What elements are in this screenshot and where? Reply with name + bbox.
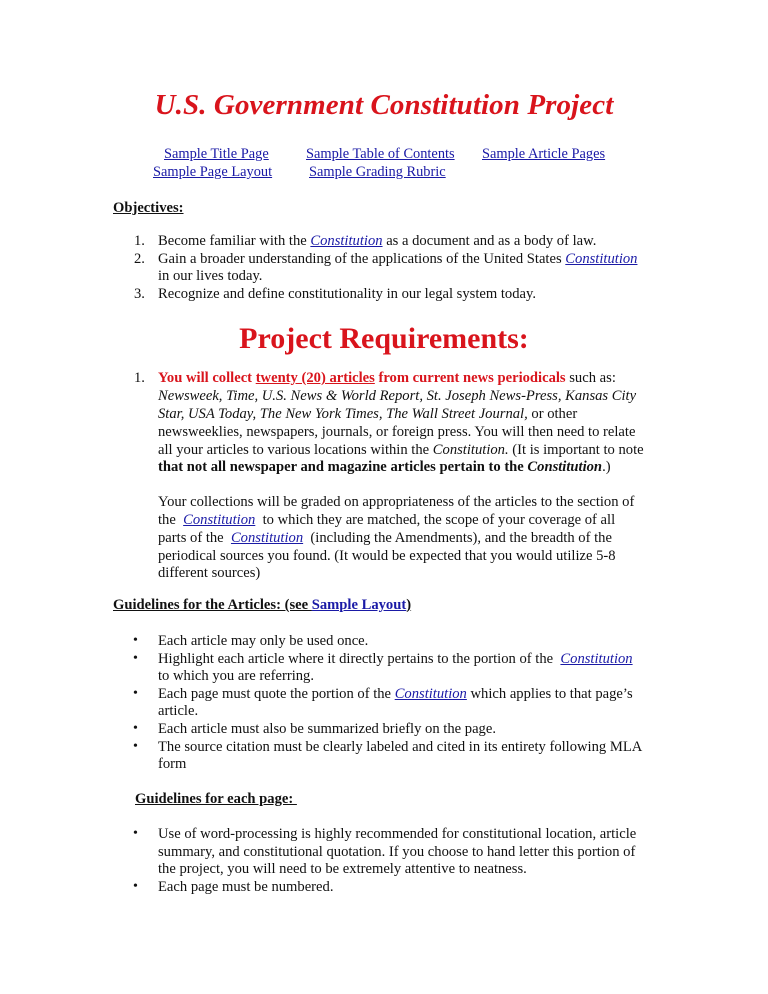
requirement-line: all your articles to various locations within the Constitution. (It is important to note bbox=[158, 442, 644, 458]
article-guideline-item-cont: article. bbox=[158, 703, 199, 719]
requirements-heading: Project Requirements: bbox=[239, 322, 529, 355]
article-guideline-item-cont: form bbox=[158, 756, 187, 772]
objective-number: 1. bbox=[134, 233, 145, 249]
page-guideline-item: Use of word-processing is highly recommended for constitutional location, article bbox=[158, 826, 637, 842]
constitution-link[interactable]: Constitution bbox=[560, 651, 633, 667]
article-guideline-item: Each article must also be summarized briefly on the page. bbox=[158, 721, 496, 737]
objectives-heading: Objectives: bbox=[113, 200, 184, 216]
article-guideline-item: Each article may only be used once. bbox=[158, 633, 369, 649]
page-guidelines-heading: Guidelines for each page: bbox=[135, 791, 297, 807]
requirement-number: 1. bbox=[134, 370, 145, 386]
bullet-icon: • bbox=[133, 651, 138, 666]
grading-paragraph-line: Your collections will be graded on appropriateness of the articles to the section of bbox=[158, 494, 635, 510]
objective-number: 2. bbox=[134, 251, 145, 267]
requirement-line: You will collect twenty (20) articles from current news periodicals such as: bbox=[158, 370, 616, 386]
page-guideline-item: Each page must be numbered. bbox=[158, 879, 334, 895]
link-sample-page-layout[interactable]: Sample Page Layout bbox=[153, 164, 273, 180]
objective-item: Become familiar with the Constitution as a document and as a body of law. bbox=[158, 233, 597, 249]
article-guideline-item-cont: to which you are referring. bbox=[158, 668, 315, 684]
requirement-line: newsweeklies, newspapers, journals, or foreign press. You will then need to relate bbox=[158, 424, 636, 440]
objective-item: Gain a broader understanding of the applications of the United States Constitution bbox=[158, 251, 638, 267]
page-title: U.S. Government Constitution Project bbox=[154, 89, 614, 121]
constitution-link[interactable]: Constitution bbox=[183, 512, 256, 528]
link-sample-table-of-contents[interactable]: Sample Table of Contents bbox=[306, 146, 455, 162]
grading-paragraph-line: different sources) bbox=[158, 565, 261, 581]
constitution-link[interactable]: Constitution bbox=[394, 686, 467, 702]
requirement-line: that not all newspaper and magazine articles pertain to the Constitution.) bbox=[158, 459, 611, 475]
requirement-line: Newsweek, Time, U.S. News & World Report, St. Joseph News-Press, Kansas City bbox=[158, 388, 637, 404]
page-guideline-item-cont: summary, and constitutional quotation. If you choose to hand letter this portion of bbox=[158, 844, 636, 860]
objective-item-cont: in our lives today. bbox=[158, 268, 263, 284]
article-guideline-item: Highlight each article where it directly pertains to the portion of the Constitution bbox=[158, 651, 633, 667]
bullet-icon: • bbox=[133, 633, 138, 648]
constitution-link[interactable]: Constitution bbox=[230, 530, 304, 546]
bullet-icon: • bbox=[133, 686, 138, 701]
objective-item: Recognize and define constitutionality in our legal system today. bbox=[158, 286, 536, 302]
link-sample-article-pages[interactable]: Sample Article Pages bbox=[482, 146, 606, 162]
twenty-articles-emphasis: twenty (20) articles bbox=[255, 370, 375, 386]
article-guideline-item: Each page must quote the portion of the Constitution which applies to that page’s bbox=[158, 686, 633, 702]
bullet-icon: • bbox=[133, 739, 138, 754]
link-sample-layout[interactable]: Sample Layout bbox=[311, 597, 407, 613]
grading-paragraph-line: periodical sources you found. (It would be expected that you would utilize 5-8 bbox=[158, 548, 616, 564]
article-guideline-item: The source citation must be clearly labeled and cited in its entirety following MLA bbox=[158, 739, 643, 755]
bullet-icon: • bbox=[133, 826, 138, 841]
requirement-line: Star, USA Today, The New York Times, The Wall Street Journal, or other bbox=[158, 406, 578, 422]
bullet-icon: • bbox=[133, 721, 138, 736]
link-sample-grading-rubric[interactable]: Sample Grading Rubric bbox=[309, 164, 446, 180]
grading-paragraph-line: parts of the Constitution (including the Amendments), and the breadth of the bbox=[158, 530, 612, 546]
article-guidelines-heading: Guidelines for the Articles: (see Sample Layout) bbox=[113, 597, 412, 613]
constitution-link[interactable]: Constitution bbox=[565, 251, 638, 267]
page-guideline-item-cont: the project, you will need to be extremely attentive to neatness. bbox=[158, 861, 527, 877]
objective-number: 3. bbox=[134, 286, 145, 302]
constitution-link[interactable]: Constitution bbox=[310, 233, 383, 249]
link-sample-title-page[interactable]: Sample Title Page bbox=[164, 146, 269, 162]
bullet-icon: • bbox=[133, 879, 138, 894]
grading-paragraph-line: the Constitution to which they are matched, the scope of your coverage of all bbox=[158, 512, 616, 528]
